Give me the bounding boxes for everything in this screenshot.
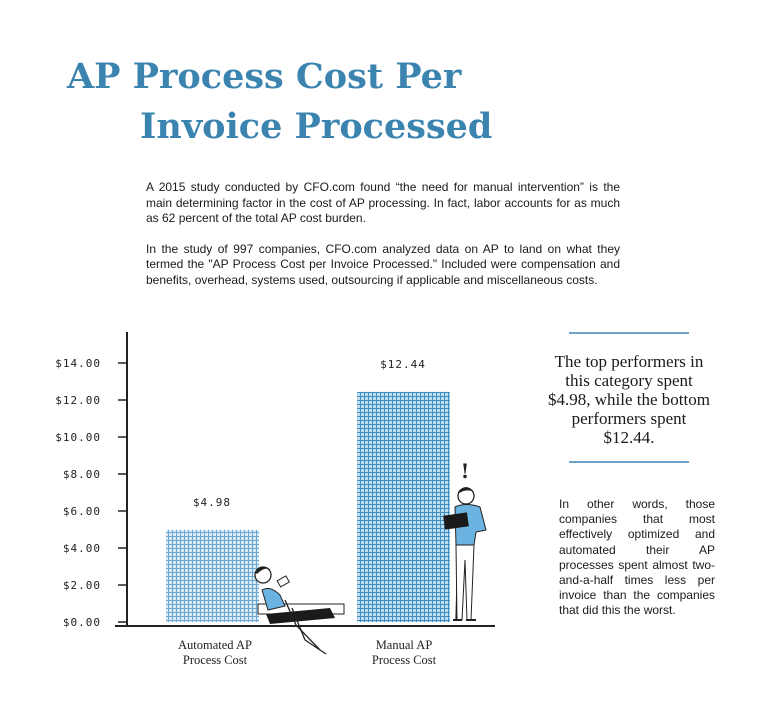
intro-text — [146, 180, 620, 303]
bar-automated-ap — [166, 530, 259, 622]
y-tick-label: $12.00 — [55, 394, 101, 407]
intro-paragraph-1: A 2015 study conducted by CFO.com found “the need for manual intervention” is the main determining factor in the cost of AP processing. In fact, labor accounts for as much as 62 percent of the total AP cost burden. — [146, 180, 620, 225]
callout-bottom-rule — [569, 461, 689, 463]
category-label-automated — [178, 638, 252, 667]
y-tick-label: $6.00 — [62, 505, 101, 518]
bar-label-manual: $12.44 — [380, 357, 426, 371]
bar-label-automated: $4.98 — [192, 495, 232, 509]
y-tick-label: $4.00 — [62, 542, 101, 555]
y-tick-label: $8.00 — [62, 468, 101, 481]
svg-text:Automated AP: Automated AP — [178, 638, 252, 652]
callout-text: The top performers in this category spent $4.98, while the bottom performers spent $12.44. — [548, 352, 710, 447]
cost-bar-chart — [0, 320, 520, 717]
title-line-2: Invoice Processed — [140, 106, 493, 147]
svg-text:Manual AP: Manual AP — [375, 638, 433, 652]
exclamation-mark: ! — [460, 459, 470, 483]
y-tick-label: $2.00 — [62, 579, 101, 592]
y-tick-label: $14.00 — [55, 357, 101, 370]
title-line-1: AP Process Cost Per — [67, 56, 462, 97]
summary-note: In other words, those companies that most effectively optimized and automated their AP processes spent almost two-and-a-half times less per invoice than the companies that did this the worst. — [559, 497, 715, 618]
y-tick-label: $0.00 — [62, 616, 101, 629]
svg-text:Process Cost: Process Cost — [371, 653, 437, 667]
intro-paragraph-2: In the study of 997 companies, CFO.com analyzed data on AP to land on what they termed the "AP Process Cost per Invoice Processed." Included were compensation and benefits, overhead, systems used, outsourcing if applicable and miscellaneous costs. — [146, 241, 620, 287]
seated-person-illustration — [255, 566, 344, 654]
svg-text:Process Cost: Process Cost — [182, 653, 248, 667]
y-tick-label: $10.00 — [55, 431, 101, 444]
callout-box — [545, 332, 713, 463]
bar-manual-ap — [357, 392, 450, 622]
callout-top-rule — [569, 332, 689, 334]
category-label-manual — [372, 638, 437, 667]
